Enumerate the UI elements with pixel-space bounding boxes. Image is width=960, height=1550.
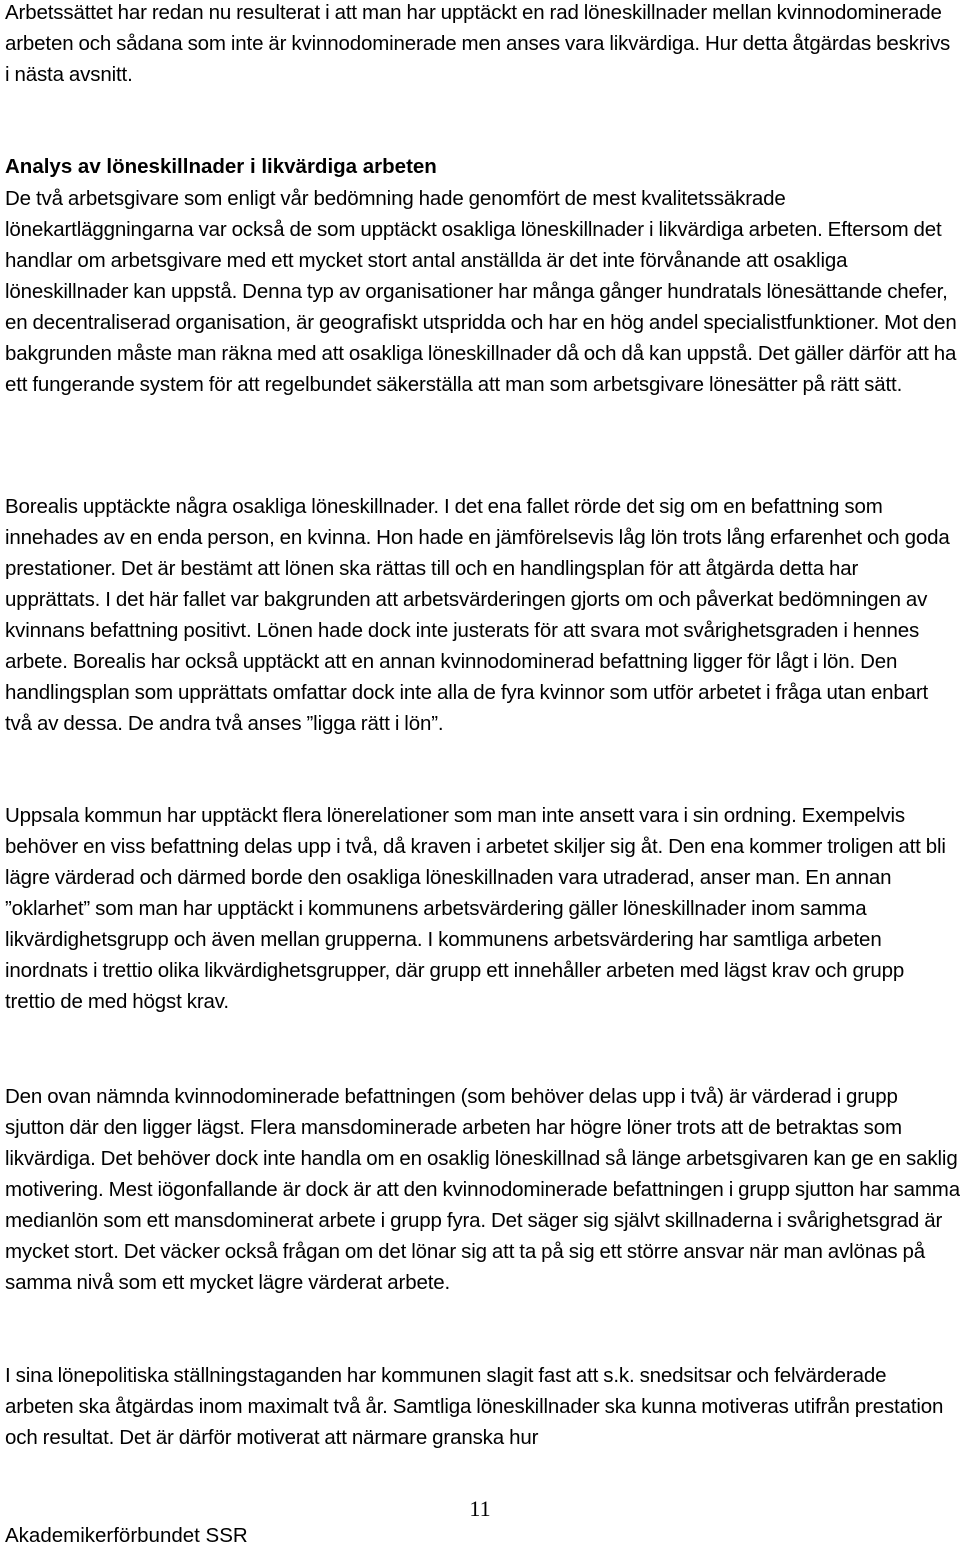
paragraph-uppsala: Uppsala kommun har upptäckt flera lönerelationer som man inte ansett vara i sin ordning. Exempelvis behöver en viss befattning delas upp i två, då kraven i arbetet skiljer sig åt. Den ena kommer troligen att bli lägre värderad och därmed borde den osakliga löneskillnaden vara utraderad, anser man. En annan ”oklarhet” som man har upptäckt i kommunens arbetsvärdering gäller löneskillnader inom samma likvärdighetsgrupp och även mellan grupperna. I kommunens arbetsvärdering har samtliga arbeten inordnats i trettio olika likvärdighetsgrupper, där grupp ett innehåller arbeten med lägst krav och grupp trettio de med högst krav. (5, 804, 946, 1013)
section-heading: Analys av löneskillnader i likvärdiga arbeten (5, 155, 437, 178)
paragraph-assessment: De två arbetsgivare som enligt vår bedömning hade genomfört de mest kvalitetssäkrade lönekartläggningarna var också de som upptäckt osakliga löneskillnader i likvärdiga arbeten. Eftersom det handlar om arbetsgivare med ett mycket stort antal anställda är det inte förvånande att osakliga löneskillnader kan uppstå. Denna typ av organisationer har många gånger hundratals lönesättande chefer, en decentraliserad organisation, är geografiskt utspridda och har en hög andel specialistfunktioner. Mot den bakgrunden måste man räkna med att osakliga löneskillnader då och då kan uppstå. Det gäller därför att ha ett fungerande system för att regelbundet säkerställa att man som arbetsgivare lönesätter på rätt sätt. (5, 187, 957, 396)
intro-paragraph: Arbetssättet har redan nu resulterat i att man har upptäckt en rad löneskillnader mellan kvinnodominerade arbeten och sådana som inte är kvinnodominerade men anses vara likvärdiga. Hur detta åtgärdas beskrivs i nästa avsnitt. (5, 1, 951, 86)
page-number: 11 (469, 1496, 491, 1521)
paragraph-group-seventeen: Den ovan nämnda kvinnodominerade befattningen (som behöver delas upp i två) är värderad i grupp sjutton där den ligger lägst. Flera mansdominerade arbeten har högre löner trots att de betraktas som likvärdiga. Det behöver dock inte handla om en osaklig löneskillnad så länge arbetsgivaren kan ge en saklig motivering. Mest iögonfallande är dock är att den kvinnodominerade befattningen i grupp sjutton har samma medianlön som ett mansdominerat arbete i grupp fyra. Det säger sig självt skillnaderna i svårighetsgrad är mycket stort. Det väcker också frågan om det lönar sig att ta på sig ett större ansvar när man avlönas på samma nivå som ett mycket lägre värderat arbete. (5, 1085, 960, 1294)
footer-organization: Akademikerförbundet SSR (5, 1524, 248, 1547)
paragraph-borealis: Borealis upptäckte några osakliga löneskillnader. I det ena fallet rörde det sig om en befattning som innehades av en enda person, en kvinna. Hon hade en jämförelsevis låg lön trots lång erfarenhet och goda prestationer. Det är bestämt att lönen ska rättas till och en handlingsplan för att åtgärda detta har upprättats. I det här fallet var bakgrunden att arbetsvärderingen gjorts om och påverkat bedömningen av kvinnans befattning positivt. Lönen hade dock inte justerats för att svara mot svårighetsgraden i hennes arbete. Borealis har också upptäckt att en annan kvinnodominerad befattning ligger för lågt i lön. Den handlingsplan som upprättats omfattar dock inte alla de fyra kvinnor som utför arbetet i fråga utan enbart två av dessa. De andra två anses ”ligga rätt i lön”. (5, 495, 950, 735)
paragraph-wage-policy: I sina lönepolitiska ställningstaganden har kommunen slagit fast att s.k. snedsitsar och felvärderade arbeten ska åtgärdas inom maximalt två år. Samtliga löneskillnader ska kunna motiveras utifrån prestation och resultat. Det är därför motiverat att närmare granska hur (5, 1364, 944, 1449)
